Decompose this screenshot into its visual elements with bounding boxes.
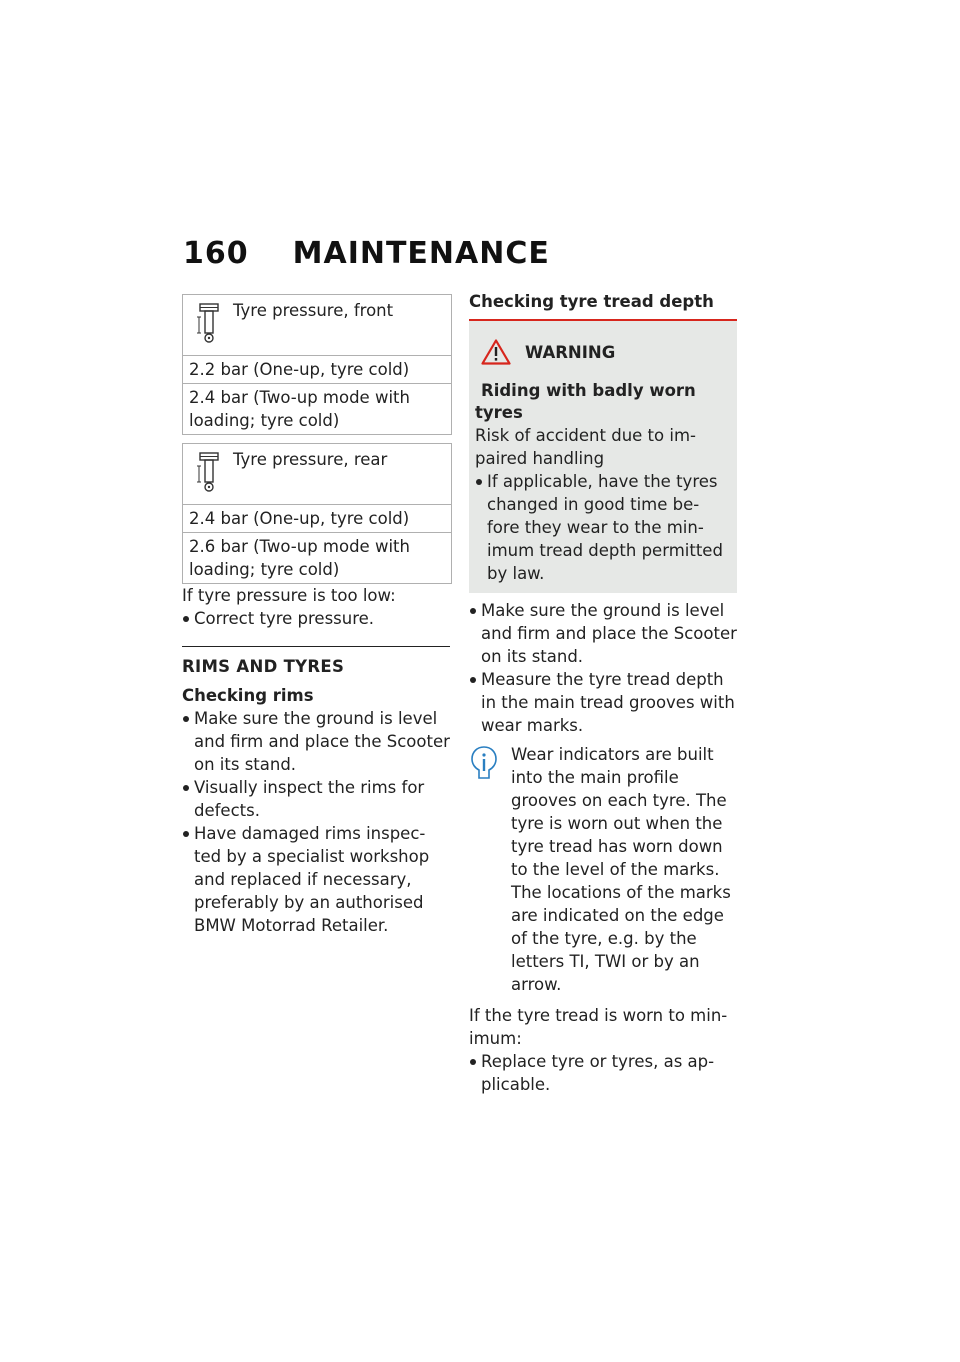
subsection-heading: Checking tyre tread depth (469, 292, 737, 321)
section-title: RIMS AND TYRES (182, 646, 450, 676)
info-icon (469, 745, 499, 781)
info-text: Wear indicators are built into the main profile grooves on each tyre. The tyre is worn out when the tyre tread has worn down to the level of the marks. The locations of the marks are indicated on the edge of the tyre, e.g. by the letters TI, TWI or by an arrow. (511, 745, 731, 994)
right-column (469, 292, 737, 1096)
tyre-pressure-gauge-icon (197, 303, 221, 345)
list-item: Correct tyre pressure. (182, 607, 450, 630)
warning-subtitle: Riding with badly worn (481, 381, 696, 400)
warning-triangle-icon (481, 339, 511, 365)
warning-label: WARNING (525, 342, 616, 362)
page-header (183, 236, 550, 271)
rear-pressure-title: Tyre pressure, rear (233, 450, 388, 469)
info-note (469, 743, 737, 996)
min-tread-text: If the tyre tread is worn to min-imum: (469, 1006, 728, 1048)
warning-box (469, 321, 737, 593)
list-item: Make sure the ground is level and firm and place the Scooter on its stand. (469, 599, 737, 668)
list-item: Visually inspect the rims for defects. (182, 776, 450, 822)
list-item: Have damaged rims inspec-ted by a specialist workshop and replaced if necessary, preferably by an authorised BMW Motorrad Retailer. (182, 822, 450, 937)
rear-pressure-row: 2.6 bar (Two-up mode with loading; tyre cold) (183, 532, 451, 583)
rear-pressure-table (182, 443, 452, 584)
page-number: 160 (183, 236, 249, 271)
list-item: Measure the tyre tread depth in the main tread grooves with wear marks. (469, 668, 737, 737)
warning-bullet: If applicable, have the tyres changed in good time be-fore they wear to the min-imum tread depth permitted by law. (475, 470, 727, 585)
warning-subtitle-cont: tyres (475, 403, 523, 422)
chapter-title: MAINTENANCE (292, 236, 550, 271)
front-pressure-title: Tyre pressure, front (233, 301, 394, 320)
rear-pressure-header (183, 444, 451, 504)
low-pressure-text: If tyre pressure is too low: (182, 586, 396, 605)
front-pressure-row: 2.4 bar (Two-up mode with loading; tyre cold) (183, 383, 451, 434)
warning-body: Risk of accident due to im-paired handling (475, 426, 696, 468)
list-item: Replace tyre or tyres, as ap-plicable. (469, 1050, 737, 1096)
front-pressure-row: 2.2 bar (One-up, tyre cold) (183, 355, 451, 383)
rear-pressure-row: 2.4 bar (One-up, tyre cold) (183, 504, 451, 532)
tread-bullets (469, 599, 737, 737)
tyre-pressure-gauge-icon (197, 452, 221, 494)
list-item: Make sure the ground is level and firm and place the Scooter on its stand. (182, 707, 450, 776)
left-column (182, 294, 450, 937)
front-pressure-table (182, 294, 452, 435)
subsection-title: Checking rims (182, 686, 314, 705)
warning-label-row (475, 339, 727, 365)
front-pressure-header (183, 295, 451, 355)
